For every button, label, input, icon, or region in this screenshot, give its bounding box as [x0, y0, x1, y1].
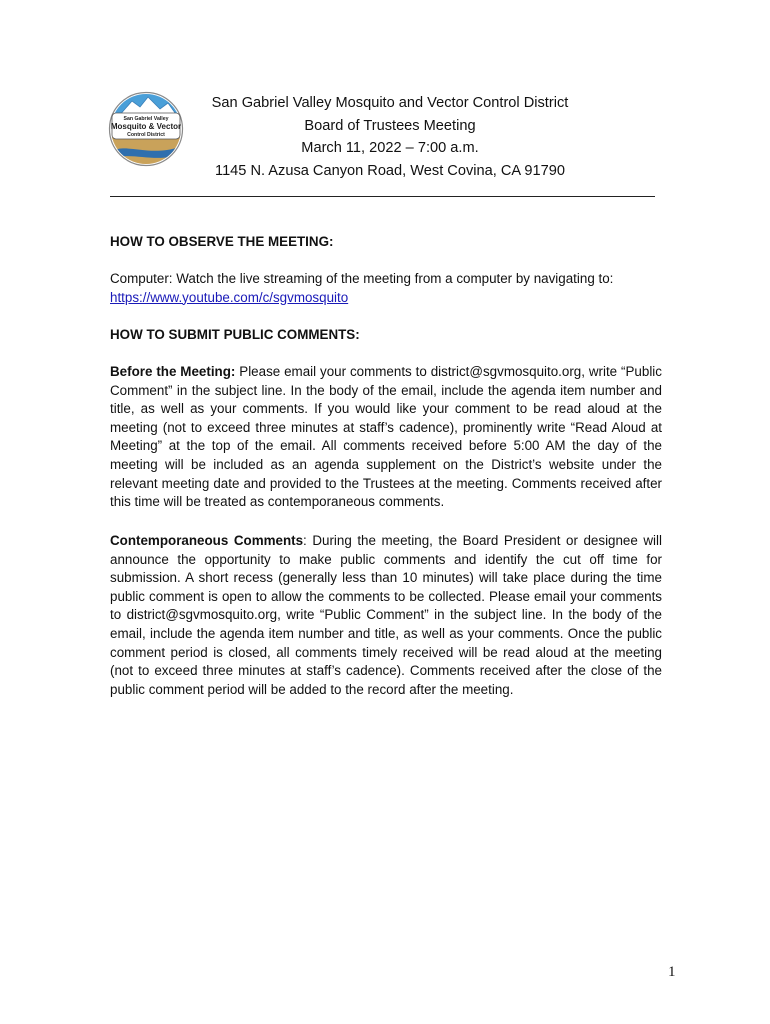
youtube-link[interactable]: https://www.youtube.com/c/sgvmosquito — [110, 289, 349, 305]
contemporaneous-text: : During the meeting, the Board President or designee will announce the opportunity to make public comments and identify the cut off time for submission. A short recess (generally less than 10 minutes) will take place during the time public comment is open to allow the comments to be collected. Please email your comments to district@sgvmosquito.org, write “Public Comment” in the subject line. In the body of the email, include the agenda item number and title, as well as your comments. Once the public comment period is closed, all comments timely received will be read aloud at the meeting (not to exceed three minutes at staff’s cadence). Comments received after the close of the public comment period will be added to the record after the meeting. — [110, 533, 662, 697]
meeting-header — [190, 92, 590, 182]
meeting-address: 1145 N. Azusa Canyon Road, West Covina, CA 91790 — [215, 162, 565, 179]
logo-line-3: Control District — [127, 132, 165, 138]
observe-text: Computer: Watch the live streaming of the meeting from a computer by navigating to: — [110, 271, 614, 286]
contemporaneous-label: Contemporaneous Comments — [110, 533, 304, 548]
logo-line-1: San Gabriel Valley — [123, 116, 169, 122]
before-meeting-label: Before the Meeting: — [110, 364, 236, 379]
submit-heading: HOW TO SUBMIT PUBLIC COMMENTS: — [110, 327, 360, 342]
district-logo — [108, 91, 184, 167]
meeting-name: Board of Trustees Meeting — [304, 117, 476, 134]
before-meeting-paragraph — [110, 363, 662, 512]
meeting-datetime: March 11, 2022 – 7:00 a.m. — [301, 140, 479, 156]
header-divider — [110, 196, 655, 197]
observe-heading: HOW TO OBSERVE THE MEETING: — [110, 234, 334, 249]
page-number: 1 — [668, 964, 676, 980]
before-meeting-text: Please email your comments to district@sgvmosquito.org, write “Public Comment” in the subject line. In the body of the email, include the agenda item number and title, as well as your comments. If you would like your comment to be read aloud at the meeting (not to exceed three minutes at staff’s cadence), prominently write “Read Aloud at Meeting” at the top of the email. All comments received before 5:00 AM the day of the meeting will be included as an agenda supplement on the District’s website under the relevant meeting date and provided to the Trustees at the meeting. Comments received after this time will be treated as contemporaneous comments. — [110, 364, 662, 510]
logo-line-2: Mosquito & Vector — [110, 122, 182, 131]
organization-name: San Gabriel Valley Mosquito and Vector Control District — [211, 95, 569, 111]
observe-section — [110, 270, 662, 307]
district-logo-graphic — [108, 91, 184, 167]
contemporaneous-paragraph — [110, 532, 662, 699]
